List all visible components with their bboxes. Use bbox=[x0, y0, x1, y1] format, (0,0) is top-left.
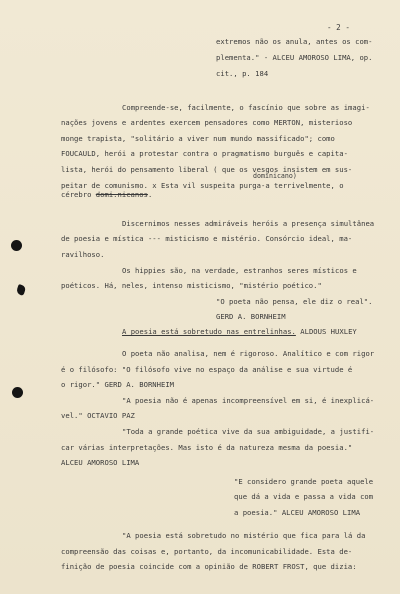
binder-hole bbox=[11, 240, 22, 251]
para3-line-2: poéticos. Há, neles, intenso misticismo, "mistério poético." bbox=[61, 281, 322, 290]
quote-continuation-line-2: plementa." - ALCEU AMOROSO LIMA, op. bbox=[216, 53, 373, 62]
para5-line-3: "Toda a grande poética vive da sua ambiguidade, a justifi- bbox=[122, 427, 375, 436]
heading-text: A poesia está sobretudo nas entrelinhas. bbox=[122, 327, 296, 336]
quote1-author: GERD A. BORNHEIM bbox=[216, 312, 286, 321]
quote-continuation-line-1: extremos não os anula, antes os com- bbox=[216, 37, 373, 46]
para1-line-1: Compreende-se, facilmente, o fascínio que sobre as imagi- bbox=[122, 103, 370, 112]
heading-author: ALDOUS HUXLEY bbox=[300, 327, 357, 336]
para1-overline-insert: dominicano) bbox=[253, 172, 297, 180]
para4-line-2: é o filósofo: "O filósofo vive no espaço da análise e sua virtude é bbox=[61, 365, 353, 374]
para5-line-4: car várias interpretações. Mas isto é da natureza mesma da poesia." bbox=[61, 443, 353, 452]
quote-continuation-line-3: cit., p. 184 bbox=[216, 69, 269, 78]
para1-line-6: peitar de comunismo. x Esta vil suspeita purga-a terrivelmente, o bbox=[61, 181, 344, 190]
ink-spot bbox=[16, 284, 27, 296]
para6-line-3: finição de poesia coincide com a opinião de ROBERT FROST, que dizia: bbox=[61, 562, 357, 571]
quote2-line-2: que dá a vida e passa a vida com bbox=[234, 492, 374, 501]
page-number: - 2 - bbox=[327, 23, 350, 32]
para1-line-3: monge trapista, "solitário a viver num mundo massificado"; como bbox=[61, 134, 335, 143]
para4-line-3: o rigor." GERD A. BORNHEIM bbox=[61, 380, 175, 389]
para2-line-3: ravilhoso. bbox=[61, 250, 105, 259]
para6-line-1: "A poesia está sobretudo no mistério que fica para lá da bbox=[122, 531, 366, 540]
para4-line-1: O poeta não analisa, nem é rigoroso. Analítico e com rigor bbox=[122, 349, 375, 358]
para3-line-1: Os hippies são, na verdade, estranhos seres místicos e bbox=[122, 266, 357, 275]
para5-line-5: ALCEU AMOROSO LIMA bbox=[61, 458, 140, 467]
binder-hole bbox=[12, 387, 23, 398]
para5-line-1: "A poesia não é apenas incompreensível em si, é inexplicá- bbox=[122, 396, 375, 405]
quote1-text: "O poeta não pensa, ele diz o real". bbox=[216, 297, 373, 306]
para2-line-2: de poesia e mística --- misticismo e mistério. Consórcio ideal, ma- bbox=[61, 234, 353, 243]
para1-line-4: FOUCAULD, herói a protestar contra o pragmatismo burguês e capita- bbox=[61, 149, 348, 158]
section-heading bbox=[122, 327, 357, 336]
para5-line-2: vel." OCTAVIO PAZ bbox=[61, 411, 135, 420]
para1-line-2: nações jovens e ardentes exercem pensadores como MERTON, misterioso bbox=[61, 118, 353, 127]
quote2-line-3: a poesia." ALCEU AMOROSO LIMA bbox=[234, 508, 361, 517]
quote2-line-1: "E considero grande poeta aquele bbox=[234, 477, 374, 486]
para1-line-5: lista, herói do pensamento liberal ( que os vesgos insistem em sus- bbox=[61, 165, 353, 174]
para6-line-2: compreensão das coisas e, portanto, da incomunicabilidade. Esta de- bbox=[61, 547, 353, 556]
para1-line-7: cérebro domi.nicanos. bbox=[61, 190, 153, 199]
struck-word: domi.nicanos bbox=[95, 190, 148, 199]
para2-line-1: Discernimos nesses admiráveis heróis a presença simultânea bbox=[122, 219, 375, 228]
